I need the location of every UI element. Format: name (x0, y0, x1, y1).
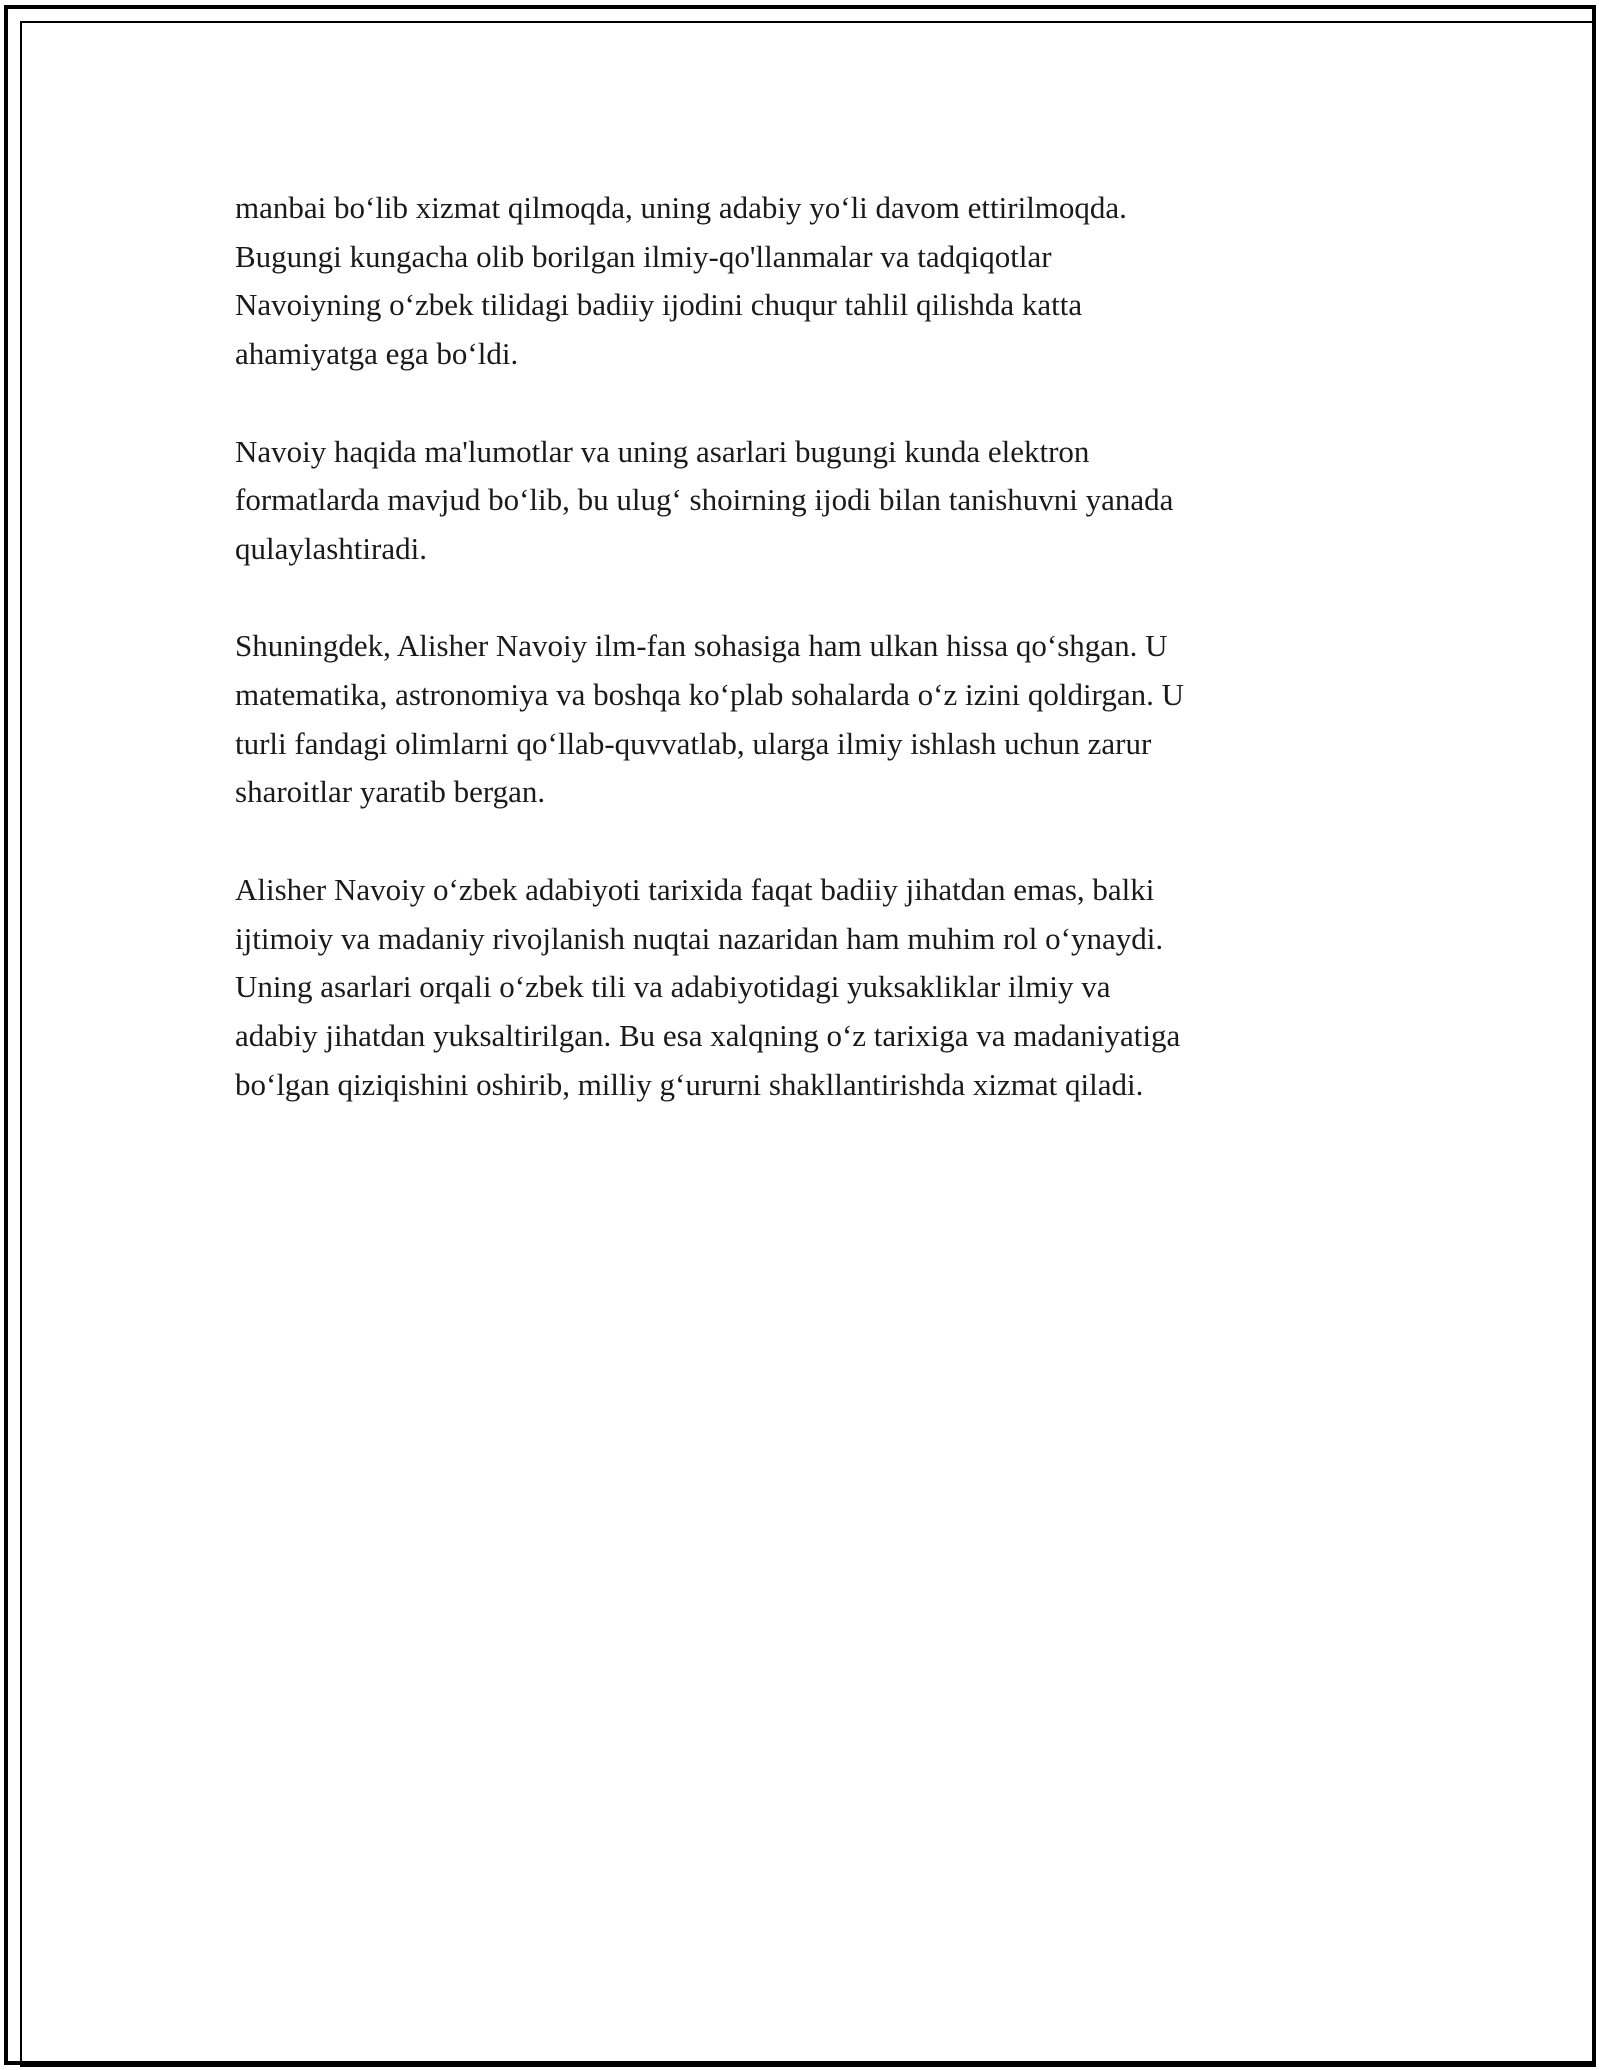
paragraph-2: Navoiy haqida ma'lumotlar va uning asarlari bugungi kunda elektron formatlarda mavjud bo‘lib, bu ulug‘ shoirning ijodi bilan tanishuvni yanada qulaylashtiradi. (235, 433, 1174, 566)
paragraph-1: manbai bo‘lib xizmat qilmoqda, uning adabiy yo‘li davom ettirilmoqda. Bugungi kungacha olib borilgan ilmiy-qo'llanmalar va tadqiqotlar Navoiyning o‘zbek tilidagi badiiy ijodini chuqur tahlil qilishda katta ahamiyatga ega bo‘ldi. (235, 190, 1127, 372)
paragraph-3: Shuningdek, Alisher Navoiy ilm-fan sohasiga ham ulkan hissa qo‘shgan. U matematika, astronomiya va boshqa ko‘plab sohalarda o‘z izini qoldirgan. U turli fandagi olimlarni qo‘llab-quvvatlab, ularga ilmiy ishlash uchun zarur sharoitlar yaratib bergan. (235, 628, 1184, 810)
paragraph-4: Alisher Navoiy o‘zbek adabiyoti tarixida faqat badiiy jihatdan emas, balki ijtimoiy va madaniy rivojlanish nuqtai nazaridan ham muhim rol o‘ynaydi. Uning asarlari orqali o‘zbek tili va adabiyotidagi yuksakliklar ilmiy va adabiy jihatdan yuksaltirilgan. Bu esa xalqning o‘z tarixiga va madaniyatiga bo‘lgan qiziqishini oshirib, milliy g‘ururni shakllantirishda xizmat qiladi. (235, 871, 1181, 1102)
document-body (235, 184, 1380, 1158)
